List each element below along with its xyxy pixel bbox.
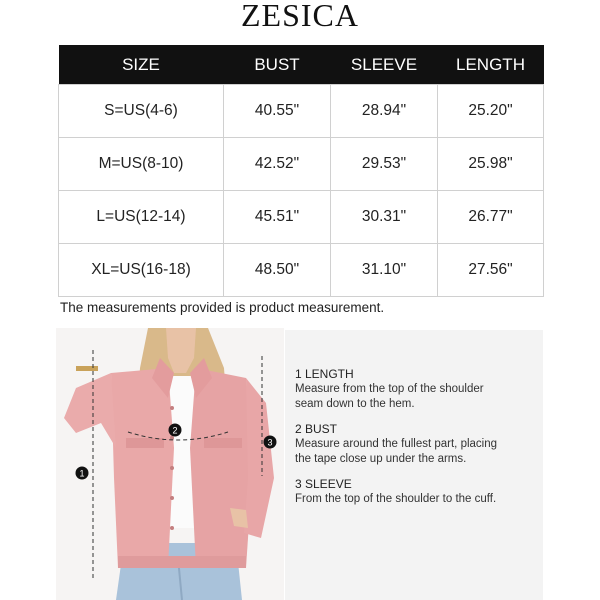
cell-size: M=US(8-10)	[59, 138, 224, 191]
cell-length: 25.98"	[438, 138, 544, 191]
header-bust: BUST	[224, 45, 331, 85]
cell-sleeve: 30.31"	[331, 191, 438, 244]
instruction-title: 2 BUST	[295, 422, 338, 436]
instruction-line: Measure from the top of the shoulder	[295, 383, 484, 395]
instruction-line: seam down to the hem.	[295, 398, 415, 410]
instruction-title: 1 LENGTH	[295, 367, 354, 381]
table-row	[59, 191, 544, 244]
cell-sleeve: 31.10"	[331, 244, 438, 297]
cell-size: XL=US(16-18)	[59, 244, 224, 297]
marker-bust	[169, 424, 182, 437]
cell-bust: 40.55"	[224, 85, 331, 138]
instruction-line: the tape close up under the arms.	[295, 453, 467, 465]
cell-length: 26.77"	[438, 191, 544, 244]
svg-text:2: 2	[172, 425, 178, 436]
table-row	[59, 85, 544, 138]
instruction-line: From the top of the shoulder to the cuff.	[295, 493, 497, 505]
marker-sleeve	[264, 436, 277, 449]
measurement-note: The measurements provided is product measurement.	[60, 300, 385, 315]
table-row	[59, 138, 544, 191]
cell-bust: 45.51"	[224, 191, 331, 244]
size-chart-table	[58, 45, 544, 297]
header-sleeve: SLEEVE	[331, 45, 438, 85]
cell-size: S=US(4-6)	[59, 85, 224, 138]
measurement-instructions-panel	[285, 330, 543, 600]
brand-logo: ZESICA	[241, 0, 359, 33]
instruction-line: Measure around the fullest part, placing	[295, 438, 498, 450]
svg-text:1: 1	[79, 468, 85, 479]
svg-text:3: 3	[267, 437, 273, 448]
cell-sleeve: 29.53"	[331, 138, 438, 191]
cell-sleeve: 28.94"	[331, 85, 438, 138]
header-length: LENGTH	[438, 45, 544, 85]
cell-size: L=US(12-14)	[59, 191, 224, 244]
table-row	[59, 244, 544, 297]
cell-bust: 48.50"	[224, 244, 331, 297]
instruction-title: 3 SLEEVE	[295, 477, 352, 491]
cell-bust: 42.52"	[224, 138, 331, 191]
instruction-length	[295, 367, 535, 412]
table-header-row	[59, 45, 544, 85]
header-size: SIZE	[59, 45, 224, 85]
marker-length	[76, 467, 89, 480]
instruction-sleeve	[295, 477, 535, 507]
instruction-bust	[295, 422, 535, 467]
cell-length: 25.20"	[438, 85, 544, 138]
product-photo	[56, 328, 284, 600]
cell-length: 27.56"	[438, 244, 544, 297]
